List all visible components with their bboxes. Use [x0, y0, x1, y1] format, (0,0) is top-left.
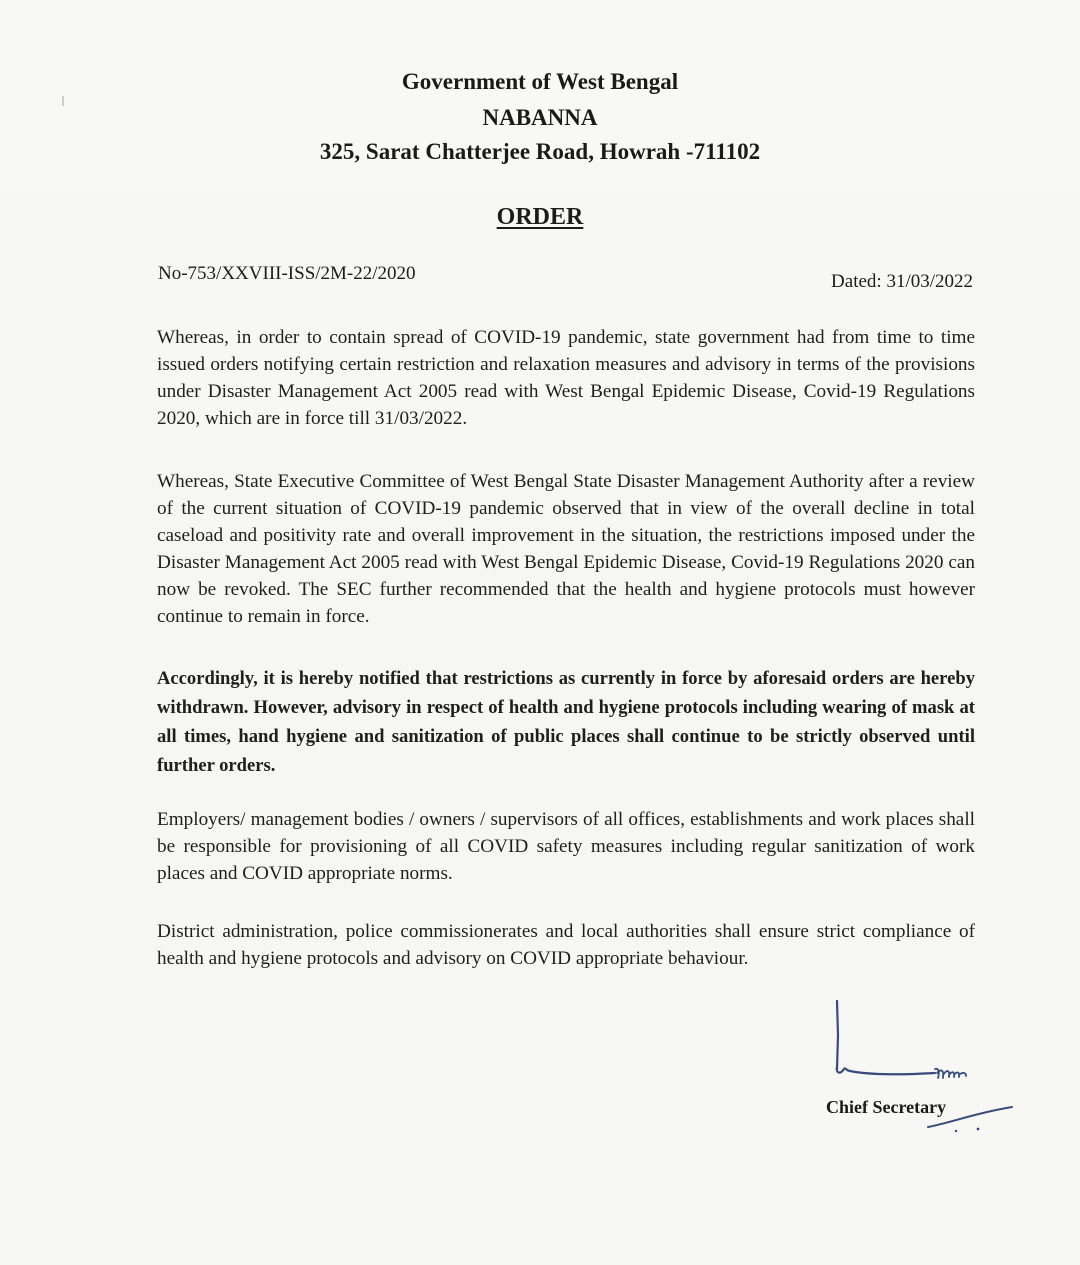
paragraph-employers: Employers/ management bodies / owners / supervisors of all offices, establishments and work places shall be responsible for provisioning of all COVID safety measures including regular sanitization of work places and COVID appropriate norms.: [157, 809, 975, 884]
letterhead-government: Government of West Bengal: [401, 69, 679, 94]
paragraph-whereas-2: Whereas, State Executive Committee of West Bengal State Disaster Management Authority after a review of the current situation of COVID-19 pandemic observed that in view of the overall decline in total caseload and positivity rate and overall improvement in the situation, the restrictions imposed under the Disaster Management Act 2005 read with West Bengal Epidemic Disease, Covid-19 Regulations 2020 can now be revoked. The SEC further recommended that the health and hygiene protocols must however continue to remain in force.: [157, 471, 975, 627]
document-title: [0, 200, 1080, 234]
reference-number: No-753/XXVIII-ISS/2M-22/2020: [158, 263, 416, 284]
paragraph-whereas-1: Whereas, in order to contain spread of COVID-19 pandemic, state government had from time to time issued orders notifying certain restriction and relaxation measures and advisory in terms of the provisions under Disaster Management Act 2005 read with West Bengal Epidemic Disease, Covid-19 Regulations 2020, which are in force till 31/03/2022.: [157, 327, 975, 429]
letterhead-address: 325, Sarat Chatterjee Road, Howrah -711102: [319, 139, 761, 164]
order-date: Dated: 31/03/2022: [831, 271, 973, 292]
reference-row: [158, 260, 973, 296]
document-title-text: ORDER: [496, 204, 584, 230]
signatory-title: Chief Secretary: [826, 1097, 947, 1117]
paragraph-notification: Accordingly, it is hereby notified that restrictions as currently in force by aforesaid orders are hereby withdrawn. However, advisory in respect of health and hygiene protocols including wearing of mask at all times, hand hygiene and sanitization of public places shall continue to be strictly observed until further orders.: [157, 668, 975, 776]
letterhead-office: NABANNA: [482, 105, 598, 130]
paragraph-district-administration: District administration, police commissionerates and local authorities shall ensure strict compliance of health and hygiene protocols and advisory on COVID appropriate behaviour.: [157, 921, 975, 969]
